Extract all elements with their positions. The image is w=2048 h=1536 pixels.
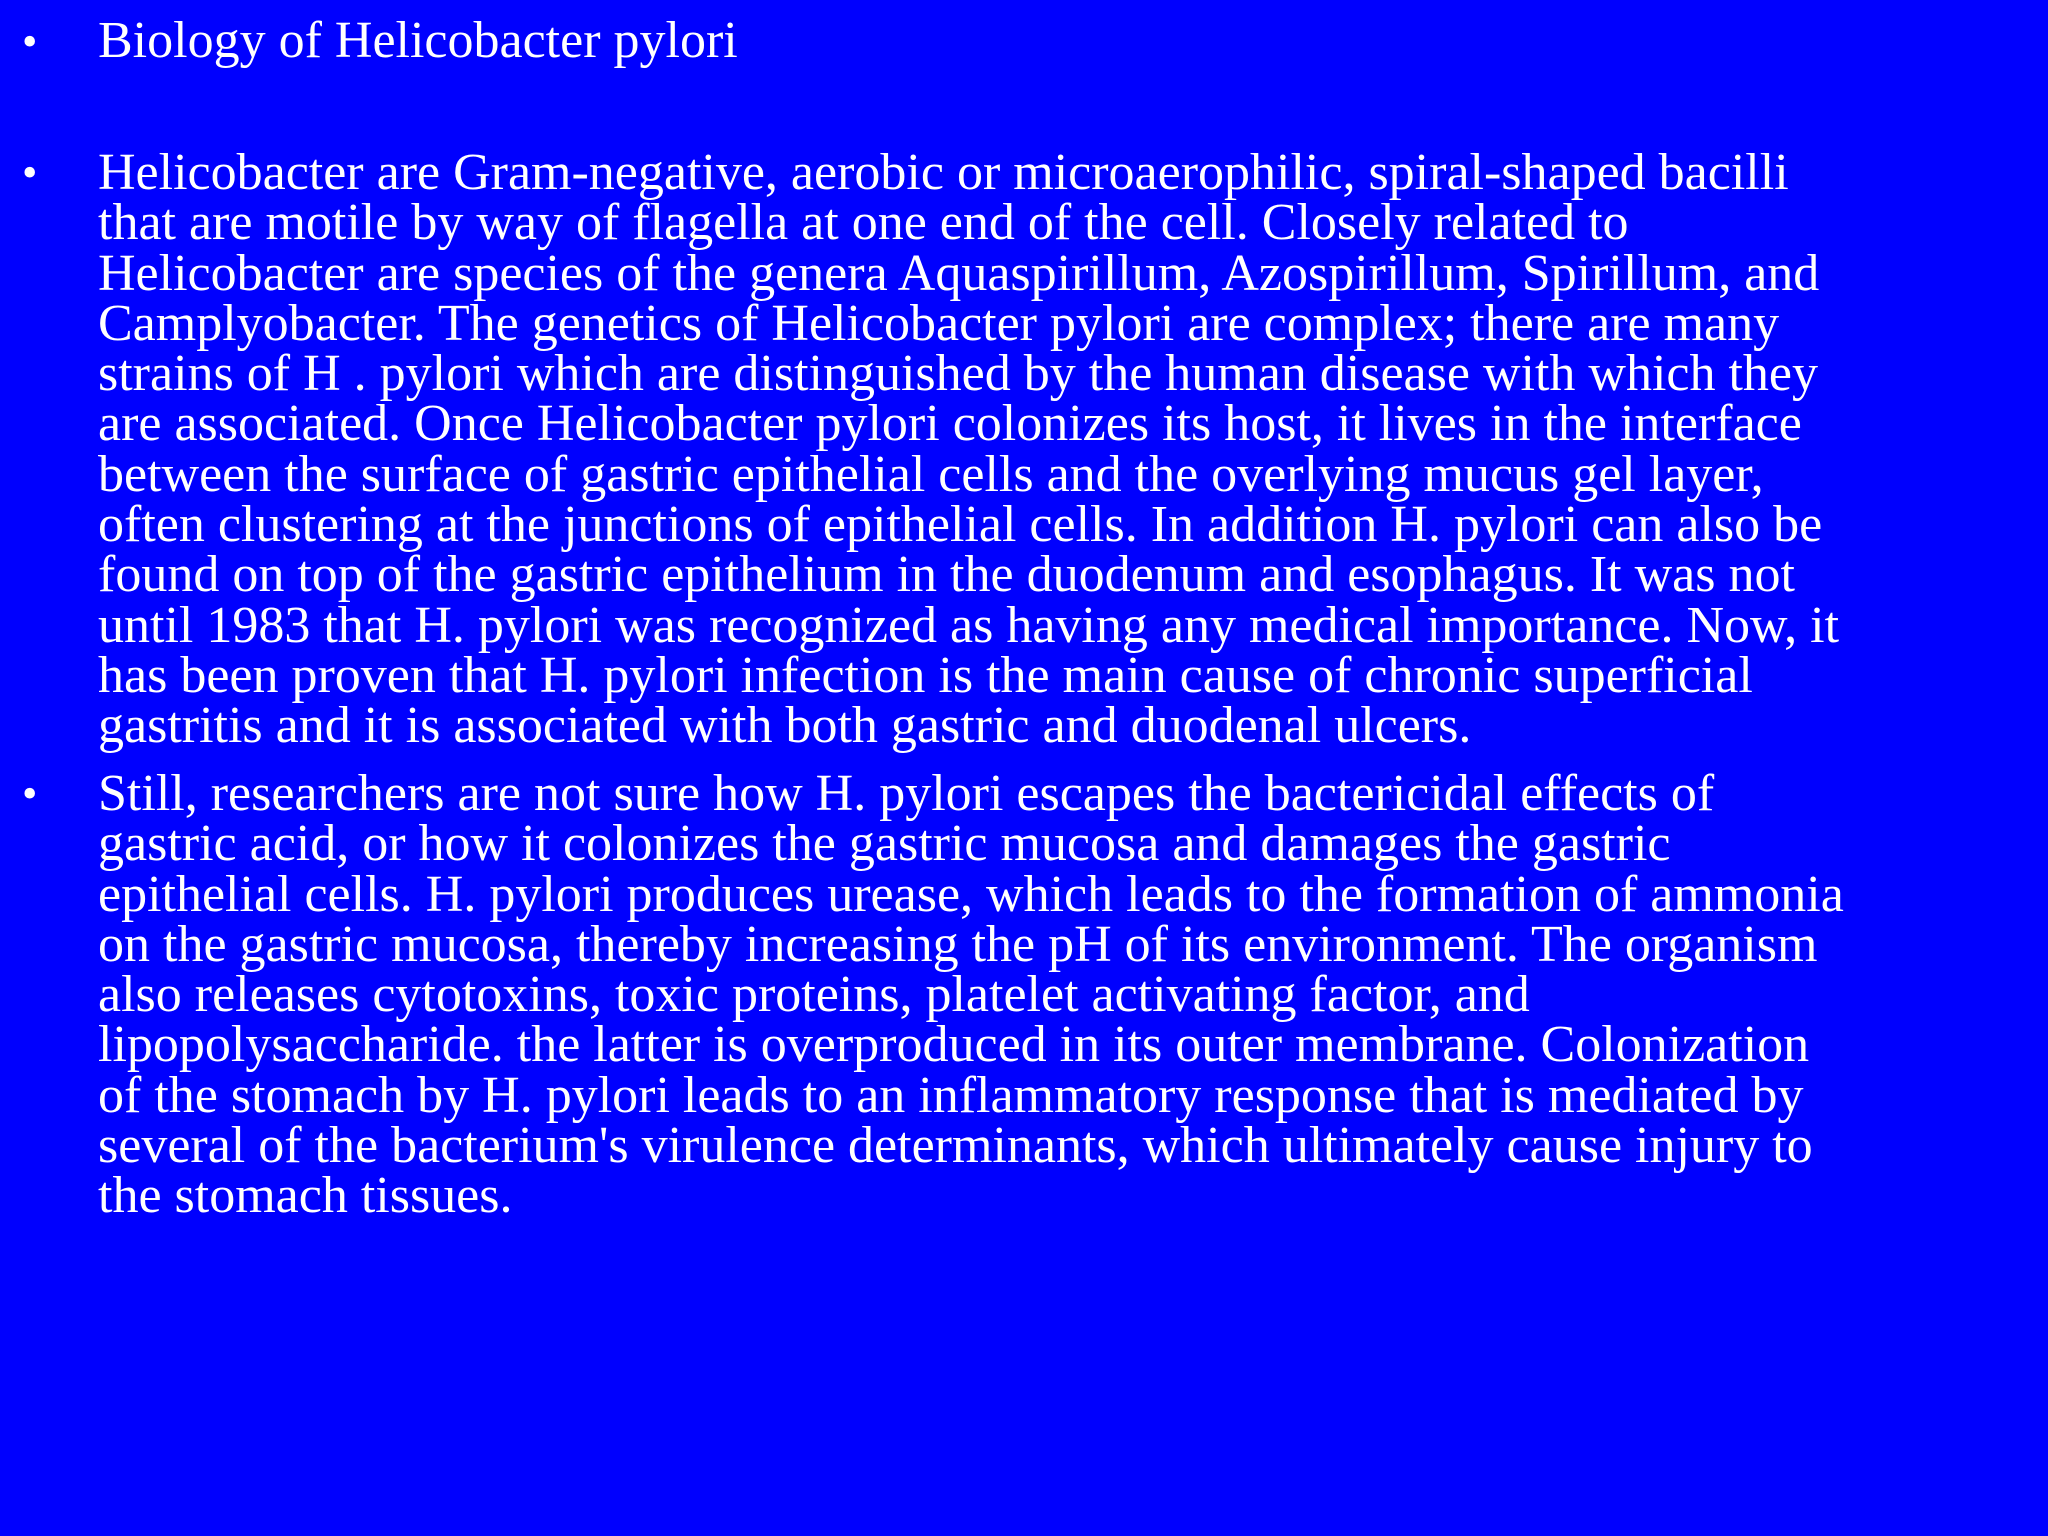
bullet-dot: •: [22, 17, 38, 66]
paragraph-line: Helicobacter are species of the genera Aquaspirillum, Azospirillum, Spirillum, and: [98, 244, 1820, 302]
paragraph-line: strains of H . pylori which are distinguished by the human disease with which they: [98, 345, 1819, 403]
paragraph-line: Helicobacter are Gram-negative, aerobic or microaerophilic, spiral-shaped bacilli: [98, 144, 1789, 201]
paragraph-line: are associated. Once Helicobacter pylori colonizes its host, it lives in the interface: [98, 395, 1802, 453]
paragraph-line: on the gastric mucosa, thereby increasing the pH of its environment. The organism: [98, 915, 1818, 973]
paragraph-line: Camplyobacter. The genetics of Helicobacter pylori are complex; there are many: [98, 294, 1780, 352]
paragraph-line: gastric acid, or how it colonizes the gastric mucosa and damages the gastric: [98, 815, 1671, 873]
paragraph-line: often clustering at the junctions of epithelial cells. In addition H. pylori can also be: [98, 496, 1823, 554]
paragraph-line: until 1983 that H. pylori was recognized as having any medical importance. Now, it: [98, 596, 1840, 654]
bullet-dot: •: [22, 148, 38, 197]
paragraph-2: [98, 765, 2038, 1225]
slide-title: Biology of Helicobacter pylori: [98, 12, 738, 69]
paragraph-line: the stomach tissues.: [98, 1167, 513, 1225]
paragraph-line: several of the bacterium's virulence determinants, which ultimately cause injury to: [98, 1117, 1813, 1175]
paragraph-line: of the stomach by H. pylori leads to an inflammatory response that is mediated by: [98, 1066, 1804, 1124]
paragraph-1: [98, 144, 2038, 755]
paragraph-line: has been proven that H. pylori infection is the main cause of chronic superficial: [98, 646, 1753, 704]
paragraph-line: found on top of the gastric epithelium in the duodenum and esophagus. It was not: [98, 546, 1795, 604]
paragraph-line: also releases cytotoxins, toxic proteins, platelet activating factor, and: [98, 966, 1530, 1024]
paragraph-line: gastritis and it is associated with both gastric and duodenal ulcers.: [98, 697, 1472, 755]
bullet-dot: •: [22, 769, 38, 818]
paragraph-line: lipopolysaccharide. the latter is overproduced in its outer membrane. Colonization: [98, 1016, 1810, 1074]
paragraph-line: epithelial cells. H. pylori produces urease, which leads to the formation of ammonia: [98, 865, 1844, 923]
paragraph-line: between the surface of gastric epithelial cells and the overlying mucus gel layer,: [98, 445, 1764, 503]
paragraph-line: Still, researchers are not sure how H. pylori escapes the bactericidal effects of: [98, 765, 1715, 822]
paragraph-line: that are motile by way of flagella at one end of the cell. Closely related to: [98, 194, 1629, 252]
